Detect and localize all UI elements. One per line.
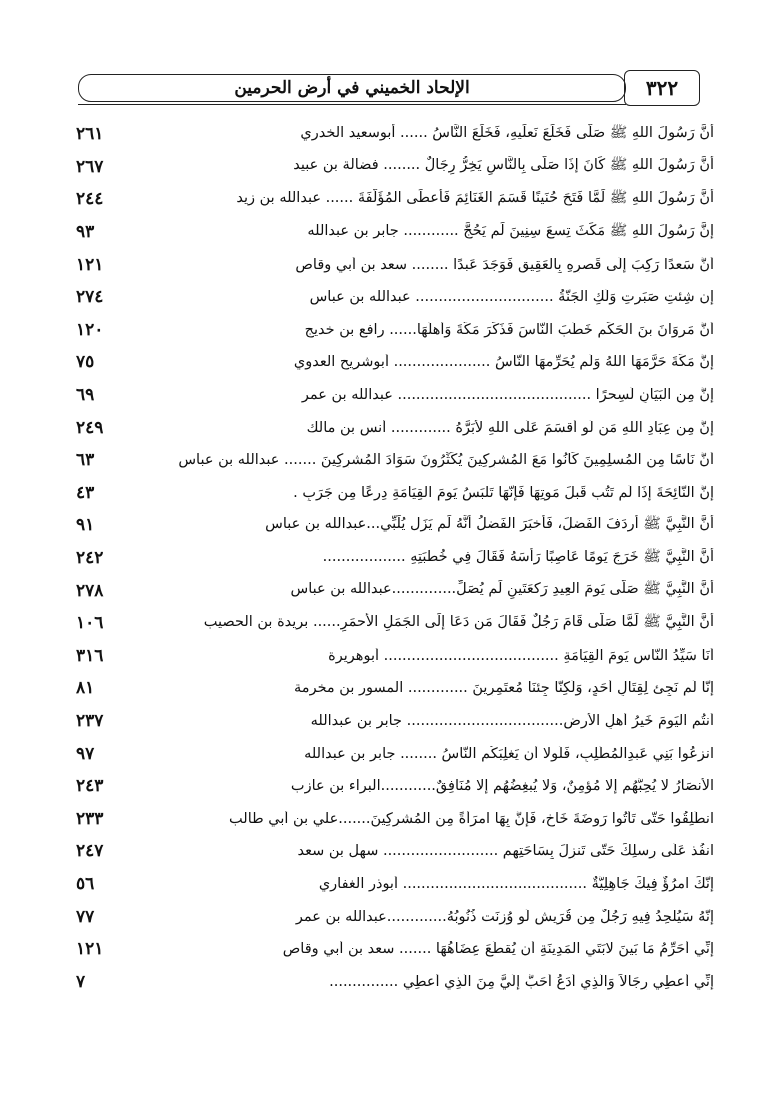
index-entry	[72, 607, 714, 640]
hadith-text: إنَّكَ امرُؤٌ فِيكَ جَاهِلِيَّةٌ ........................................ أبوذر الغفاري	[318, 875, 714, 892]
reference-page-number: ٦٩	[76, 385, 95, 406]
hadith-text: إنَّ النَّائِحَةَ إذَا لَم تَتُب قَبلَ مَوتِهَا فَإنَّهَا تَلبَسُ يَومَ القِيَامَةِ دِرعًا مِن جَرَبٍ .	[293, 484, 714, 501]
hadith-text: أنَّ رَسُولَ اللهِ ﷺ لَمَّا فَتَحَ حُنَينًا قَسَمَ الغَنَائِمَ فَأعطَى المُؤَلَّفَةَ ...... عبدالله بن زيد	[236, 189, 714, 206]
index-entry	[72, 672, 714, 705]
hadith-text: انفُذ عَلَى رِسلِكَ حَتَّى تَنزِلَ بِسَاحَتِهِم ......................... سهل بن سعد	[297, 843, 714, 860]
page-header	[58, 70, 700, 108]
reference-page-number: ٥٦	[76, 873, 95, 894]
hadith-text: أنَّ النَّبِيَّ ﷺ أردَفَ الفَضلَ، فَأخبَرَ الفَضلُ أنَّهُ لَم يَزَل يُلَبِّي...عبدالله بن عباس	[265, 515, 714, 532]
index-entry	[72, 248, 714, 281]
reference-page-number: ١٠٦	[76, 613, 104, 634]
index-entry	[72, 933, 714, 966]
reference-page-number: ٦٣	[76, 450, 95, 471]
reference-page-number: ٧٧	[76, 906, 95, 927]
index-entry	[72, 542, 714, 575]
reference-page-number: ١٢٠	[76, 319, 104, 340]
reference-page-number: ٢٧٨	[76, 580, 104, 601]
reference-page-number: ٧	[76, 971, 86, 992]
index-entry	[72, 965, 714, 998]
hadith-text: أنَّ مَروَانَ بنَ الحَكَمِ خَطَبَ النَّاسَ فَذَكَرَ مَكَّةَ وَأهلَهَا...... رافع بن خديج	[304, 321, 714, 338]
running-title: الإلحاد الخميني في أرض الحرمين	[78, 74, 626, 102]
index-entry	[72, 411, 714, 444]
hadith-text: إنَّ مَكَّةَ حَرَّمَهَا اللهُ وَلَم يُحَرِّمهَا النَّاسُ ..................... أبوشريح العدوي	[293, 354, 714, 371]
hadith-text: إنَّ مِن عِبَادِ اللهِ مَن لَو أقسَمَ عَلَى اللهِ لأبَرَّهُ ............. أنس بن مالك	[306, 419, 714, 436]
hadith-text: أنَّ رَسُولَ اللهِ ﷺ صَلَّى فَخَلَعَ نَعلَيهِ، فَخَلَعَ النَّاسُ ...... أبوسعيد الخدري	[300, 124, 714, 141]
reference-page-number: ١٢١	[76, 254, 104, 275]
index-entry	[72, 640, 714, 673]
index-entry	[72, 151, 714, 184]
index-entry	[72, 900, 714, 933]
hadith-index-list	[72, 118, 714, 998]
reference-page-number: ٤٣	[76, 482, 95, 503]
reference-page-number: ٢٦١	[76, 124, 104, 145]
reference-page-number: ٢٤٢	[76, 548, 104, 569]
hadith-text: أنَّ النَّبِيَّ ﷺ خَرَجَ يَومًا عَاصِبًا رَأسَهُ فَقَالَ فِي خُطبَتِهِ ..................	[322, 548, 714, 565]
index-entry	[72, 509, 714, 542]
reference-page-number: ٩٣	[76, 222, 95, 243]
hadith-text: إنَّ مِن البَيَانِ لَسِحرًا .......................................... عبدالله بن عمر	[301, 387, 714, 404]
index-entry	[72, 444, 714, 477]
reference-page-number: ٩٧	[76, 743, 95, 764]
reference-page-number: ٢٣٧	[76, 710, 104, 731]
index-entry	[72, 737, 714, 770]
hadith-text: إنَّا لَم نَجِئ لِقِتَالِ أحَدٍ، وَلَكِنَّا جِئنَا مُعتَمِرِينَ ............. المسور بن مخرمة	[294, 680, 714, 697]
reference-page-number: ٢٤٣	[76, 776, 104, 797]
hadith-text: أنَّ سَعدًا رَكِبَ إلَى قَصرِهِ بِالعَقِيقِ فَوَجَدَ عَبدًا ........ سعد بن أبي وقاص	[295, 256, 714, 273]
hadith-text: إنَّ رَسُولَ اللهِ ﷺ مَكَثَ تِسعَ سِنِينَ لَم يَحُجَّ ............ جابر بن عبدالله	[307, 222, 714, 239]
hadith-text: أنَّ رَسُولَ اللهِ ﷺ كَانَ إذَا صَلَّى بِالنَّاسِ يَخِرُّ رِجَالٌ ........ فضالة بن عبيد	[293, 157, 714, 174]
reference-page-number: ٩١	[76, 515, 95, 536]
hadith-text: انزعُوا بَنِي عَبدِالمُطَّلِبِ، فَلَولا أن يَغلِبَكُم النَّاسُ ........ جابر بن عبدالله	[304, 745, 714, 762]
index-entry	[72, 574, 714, 607]
index-entry	[72, 868, 714, 901]
index-entry	[72, 705, 714, 738]
reference-page-number: ٢٤٤	[76, 189, 104, 210]
reference-page-number: ٢٧٤	[76, 287, 104, 308]
reference-page-number: ٢٦٧	[76, 156, 104, 177]
hadith-text: إنِّي أُحَرِّمُ مَا بَينَ لابَتَيِ المَدِينَةِ أن يُقطَعَ عِضَاهُهَا ....... سعد بن أبي وقاص	[282, 941, 714, 958]
hadith-text: أنَّ النَّبِيَّ ﷺ لَمَّا صَلَّى قَامَ رَجُلٌ فَقَالَ مَن دَعَا إلَى الجَمَلِ الأحمَرِ...... بريدة بن الحصيب	[203, 613, 714, 630]
page-number: ٣٢٢	[624, 70, 700, 106]
hadith-text: انطَلِقُوا حَتَّى تَأتُوا رَوضَةَ خَاخٍ، فَإنَّ بِهَا امرَأةً مِن المُشرِكِينَ.......علي بن أبي طالب	[229, 810, 714, 827]
reference-page-number: ٢٤٩	[76, 417, 104, 438]
hadith-text: إنَّهُ سَيُلحِدُ فِيهِ رَجُلٌ مِن قُرَيشٍ لَو وُزِنَت ذُنُوبُهُ.............عبدالله بن عمر	[295, 908, 714, 925]
index-entry	[72, 281, 714, 314]
reference-page-number: ٢٣٣	[76, 808, 104, 829]
hadith-text: أنَّ نَاسًا مِن المُسلِمِينَ كَانُوا مَعَ المُشرِكِينَ يُكَثِّرُونَ سَوَادَ المُشرِكِينَ ....... عبدالله بن عباس	[178, 452, 714, 469]
index-entry	[72, 802, 714, 835]
index-entry	[72, 770, 714, 803]
hadith-text: إن شِئتِ صَبَرتِ وَلَكِ الجَنَّةُ .............................. عبدالله بن عباس	[309, 289, 714, 306]
reference-page-number: ٢٤٧	[76, 841, 104, 862]
index-entry	[72, 477, 714, 510]
index-entry	[72, 346, 714, 379]
index-entry	[72, 183, 714, 216]
hadith-text: إنِّي أُعطِي رِجَالاً وَالَّذِي أدَعُ أحَبُّ إلَيَّ مِنَ الَّذِي أُعطِي ...............	[329, 973, 714, 990]
reference-page-number: ٨١	[76, 678, 95, 699]
index-entry	[72, 314, 714, 347]
hadith-text: أنَّ النَّبِيَّ ﷺ صَلَّى يَومَ العِيدِ رَكعَتَينِ لَم يُصَلِّ..............عبدالله بن عباس	[290, 581, 714, 598]
index-entry	[72, 118, 714, 151]
reference-page-number: ٣١٦	[76, 645, 104, 666]
hadith-text: الأنصَارُ لا يُحِبُّهُم إلا مُؤمِنٌ، وَلا يُبغِضُهُم إلا مُنَافِقٌ............البراء بن عازب	[290, 778, 714, 795]
header-divider	[78, 104, 626, 105]
reference-page-number: ١٢١	[76, 939, 104, 960]
index-entry	[72, 835, 714, 868]
hadith-text: أنتُم اليَومَ خَيرُ أهلِ الأرضِ.................................. جابر بن عبدالله	[310, 712, 714, 729]
index-entry	[72, 216, 714, 249]
hadith-text: أنَا سَيِّدُ النَّاسِ يَومَ القِيَامَةِ ...................................... أبوهريرة	[328, 647, 714, 664]
reference-page-number: ٧٥	[76, 352, 95, 373]
index-entry	[72, 379, 714, 412]
